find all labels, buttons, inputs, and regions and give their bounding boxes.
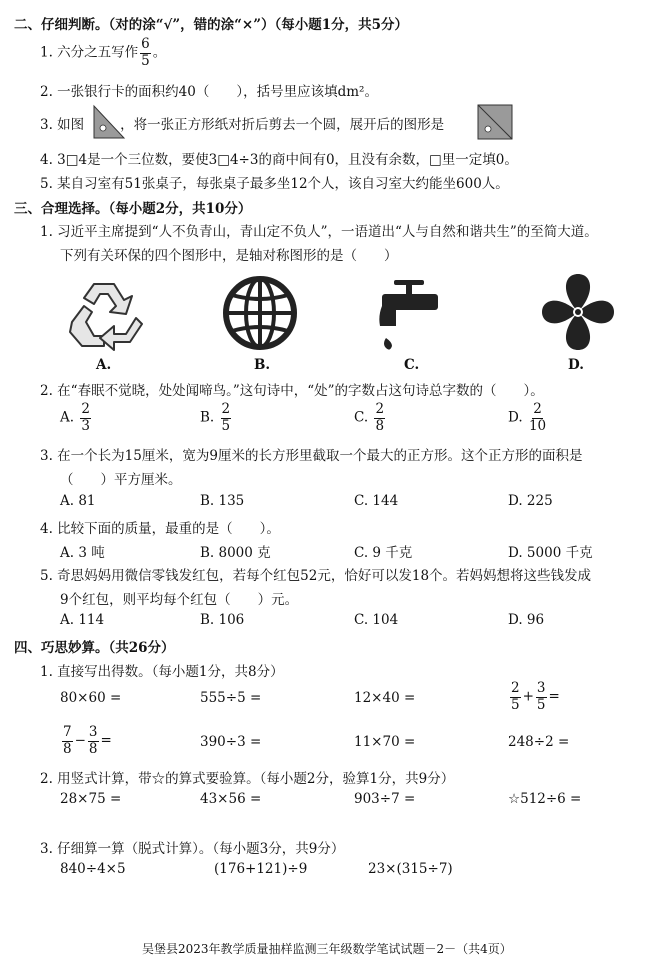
page-footer: 吴堡县2023年教学质量抽样监测三年级数学笔试试题－2－（共4页） <box>142 942 512 956</box>
calc-555d5: 555÷5 = <box>200 690 262 706</box>
step-23x315d7: 23×(315÷7) <box>368 861 453 877</box>
q1-option-a: A. <box>96 357 112 373</box>
s3-q1-line2: 下列有关环保的四个图形中，是轴对称图形的是（ ） <box>60 248 398 264</box>
calc-12x40: 12×40 = <box>354 690 416 706</box>
q1-option-d: D. <box>568 357 584 373</box>
s3-q2: 2. 在“春眠不觉晓，处处闻啼鸟。”这句诗中，“处”的字数占这句诗总字数的（ ）。 <box>40 383 544 399</box>
step-176p121d9: (176+121)÷9 <box>214 861 308 877</box>
s3-q1-line1: 1. 习近平主席提到“人不负青山，青山定不负人”，一语道出“人与自然和谐共生”的至简大道。 <box>40 224 598 240</box>
calc-80x60: 80×60 = <box>60 690 122 706</box>
q4-option-d: D. 5000 千克 <box>508 545 593 561</box>
q4-option-b: B. 8000 克 <box>200 545 271 561</box>
calc-248d2: 248÷2 = <box>508 734 570 750</box>
q5-option-b: B. 106 <box>200 612 245 628</box>
s3-q3-line2: （ ）平方厘米。 <box>60 472 182 488</box>
recycle-icon <box>64 278 144 352</box>
q5-option-c: C. 104 <box>354 612 399 628</box>
folded-triangle-figure <box>92 104 126 140</box>
s2-q4: 4. 3□4是一个三位数，要使3□4÷3的商中间有0，且没有余数，□里一定填0。 <box>40 152 518 168</box>
q1-option-c: C. <box>404 357 420 373</box>
s4-p1-title: 1. 直接写出得数。（每小题1分，共8分） <box>40 664 284 680</box>
vert-28x75: 28×75 = <box>60 791 122 807</box>
q4-option-a: A. 3 吨 <box>60 545 105 561</box>
s4-p3-title: 3. 仔细算一算（脱式计算）。（每小题3分，共9分） <box>40 841 345 857</box>
globe-icon <box>222 275 298 351</box>
q3-option-d: D. 225 <box>508 493 553 509</box>
fan-icon <box>540 272 616 352</box>
q3-option-b: B. 135 <box>200 493 245 509</box>
calc-frac-sub: $\frac{7}{8}$ − $\frac{3}{8}$ = <box>63 724 112 757</box>
s2-q2: 2. 一张银行卡的面积约40（ ），括号里应该填dm²。 <box>40 84 378 100</box>
q2-option-d: D. $\frac{2}{10}$ <box>508 401 547 434</box>
s3-q5-line1: 5. 奇思妈妈用微信零钱发红包，若每个红包52元，恰好可以发18个。若妈妈想将这些钱发成 <box>40 568 592 584</box>
vert-512d6: ☆512÷6 = <box>508 791 582 807</box>
unfolded-square-figure <box>477 104 513 140</box>
q2-option-b: B. $\frac{2}{5}$ <box>200 401 231 434</box>
s2-q1: 1. 六分之五写作 $\frac{6}{5}$ 。 <box>40 36 167 69</box>
vert-43x56: 43×56 = <box>200 791 262 807</box>
q4-option-c: C. 9 千克 <box>354 545 413 561</box>
q1-option-b: B. <box>254 357 271 373</box>
q3-option-c: C. 144 <box>354 493 399 509</box>
vert-903d7: 903÷7 = <box>354 791 416 807</box>
q2-option-c: C. $\frac{2}{8}$ <box>354 401 385 434</box>
section4-title: 四、巧思妙算。（共26分） <box>14 640 175 656</box>
s3-q3-line1: 3. 在一个长为15厘米，宽为9厘米的长方形里截取一个最大的正方形。这个正方形的面积是 <box>40 448 583 464</box>
calc-390d3: 390÷3 = <box>200 734 262 750</box>
s3-q5-line2: 9个红包，则平均每个红包（ ）元。 <box>60 592 299 608</box>
calc-frac-add: $\frac{2}{5}$ + $\frac{3}{5}$ = <box>511 680 560 713</box>
q3-option-a: A. 81 <box>60 493 96 509</box>
section2-title: 二、仔细判断。（对的涂“√”，错的涂“×”）（每小题1分，共5分） <box>14 17 409 33</box>
q1-fraction: $\frac{6}{5}$ <box>141 36 150 69</box>
section3-title: 三、合理选择。（每小题2分，共10分） <box>14 201 252 217</box>
q5-option-a: A. 114 <box>60 612 105 628</box>
step-840d4x5: 840÷4×5 <box>60 861 126 877</box>
s2-q3: 3. 如图 ，将一张正方形纸对折后剪去一个圆，展开后的图形是 <box>40 117 445 133</box>
s4-p2-title: 2. 用竖式计算，带☆的算式要验算。（每小题2分，验算1分，共9分） <box>40 771 455 787</box>
s3-q4: 4. 比较下面的质量，最重的是（ ）。 <box>40 521 280 537</box>
s2-q5: 5. 某自习室有51张桌子，每张桌子最多坐12个人，该自习室大约能坐600人。 <box>40 176 509 192</box>
calc-11x70: 11×70 = <box>354 734 416 750</box>
q2-option-a: A. $\frac{2}{3}$ <box>60 401 90 434</box>
q5-option-d: D. 96 <box>508 612 545 628</box>
faucet-icon <box>372 276 448 356</box>
